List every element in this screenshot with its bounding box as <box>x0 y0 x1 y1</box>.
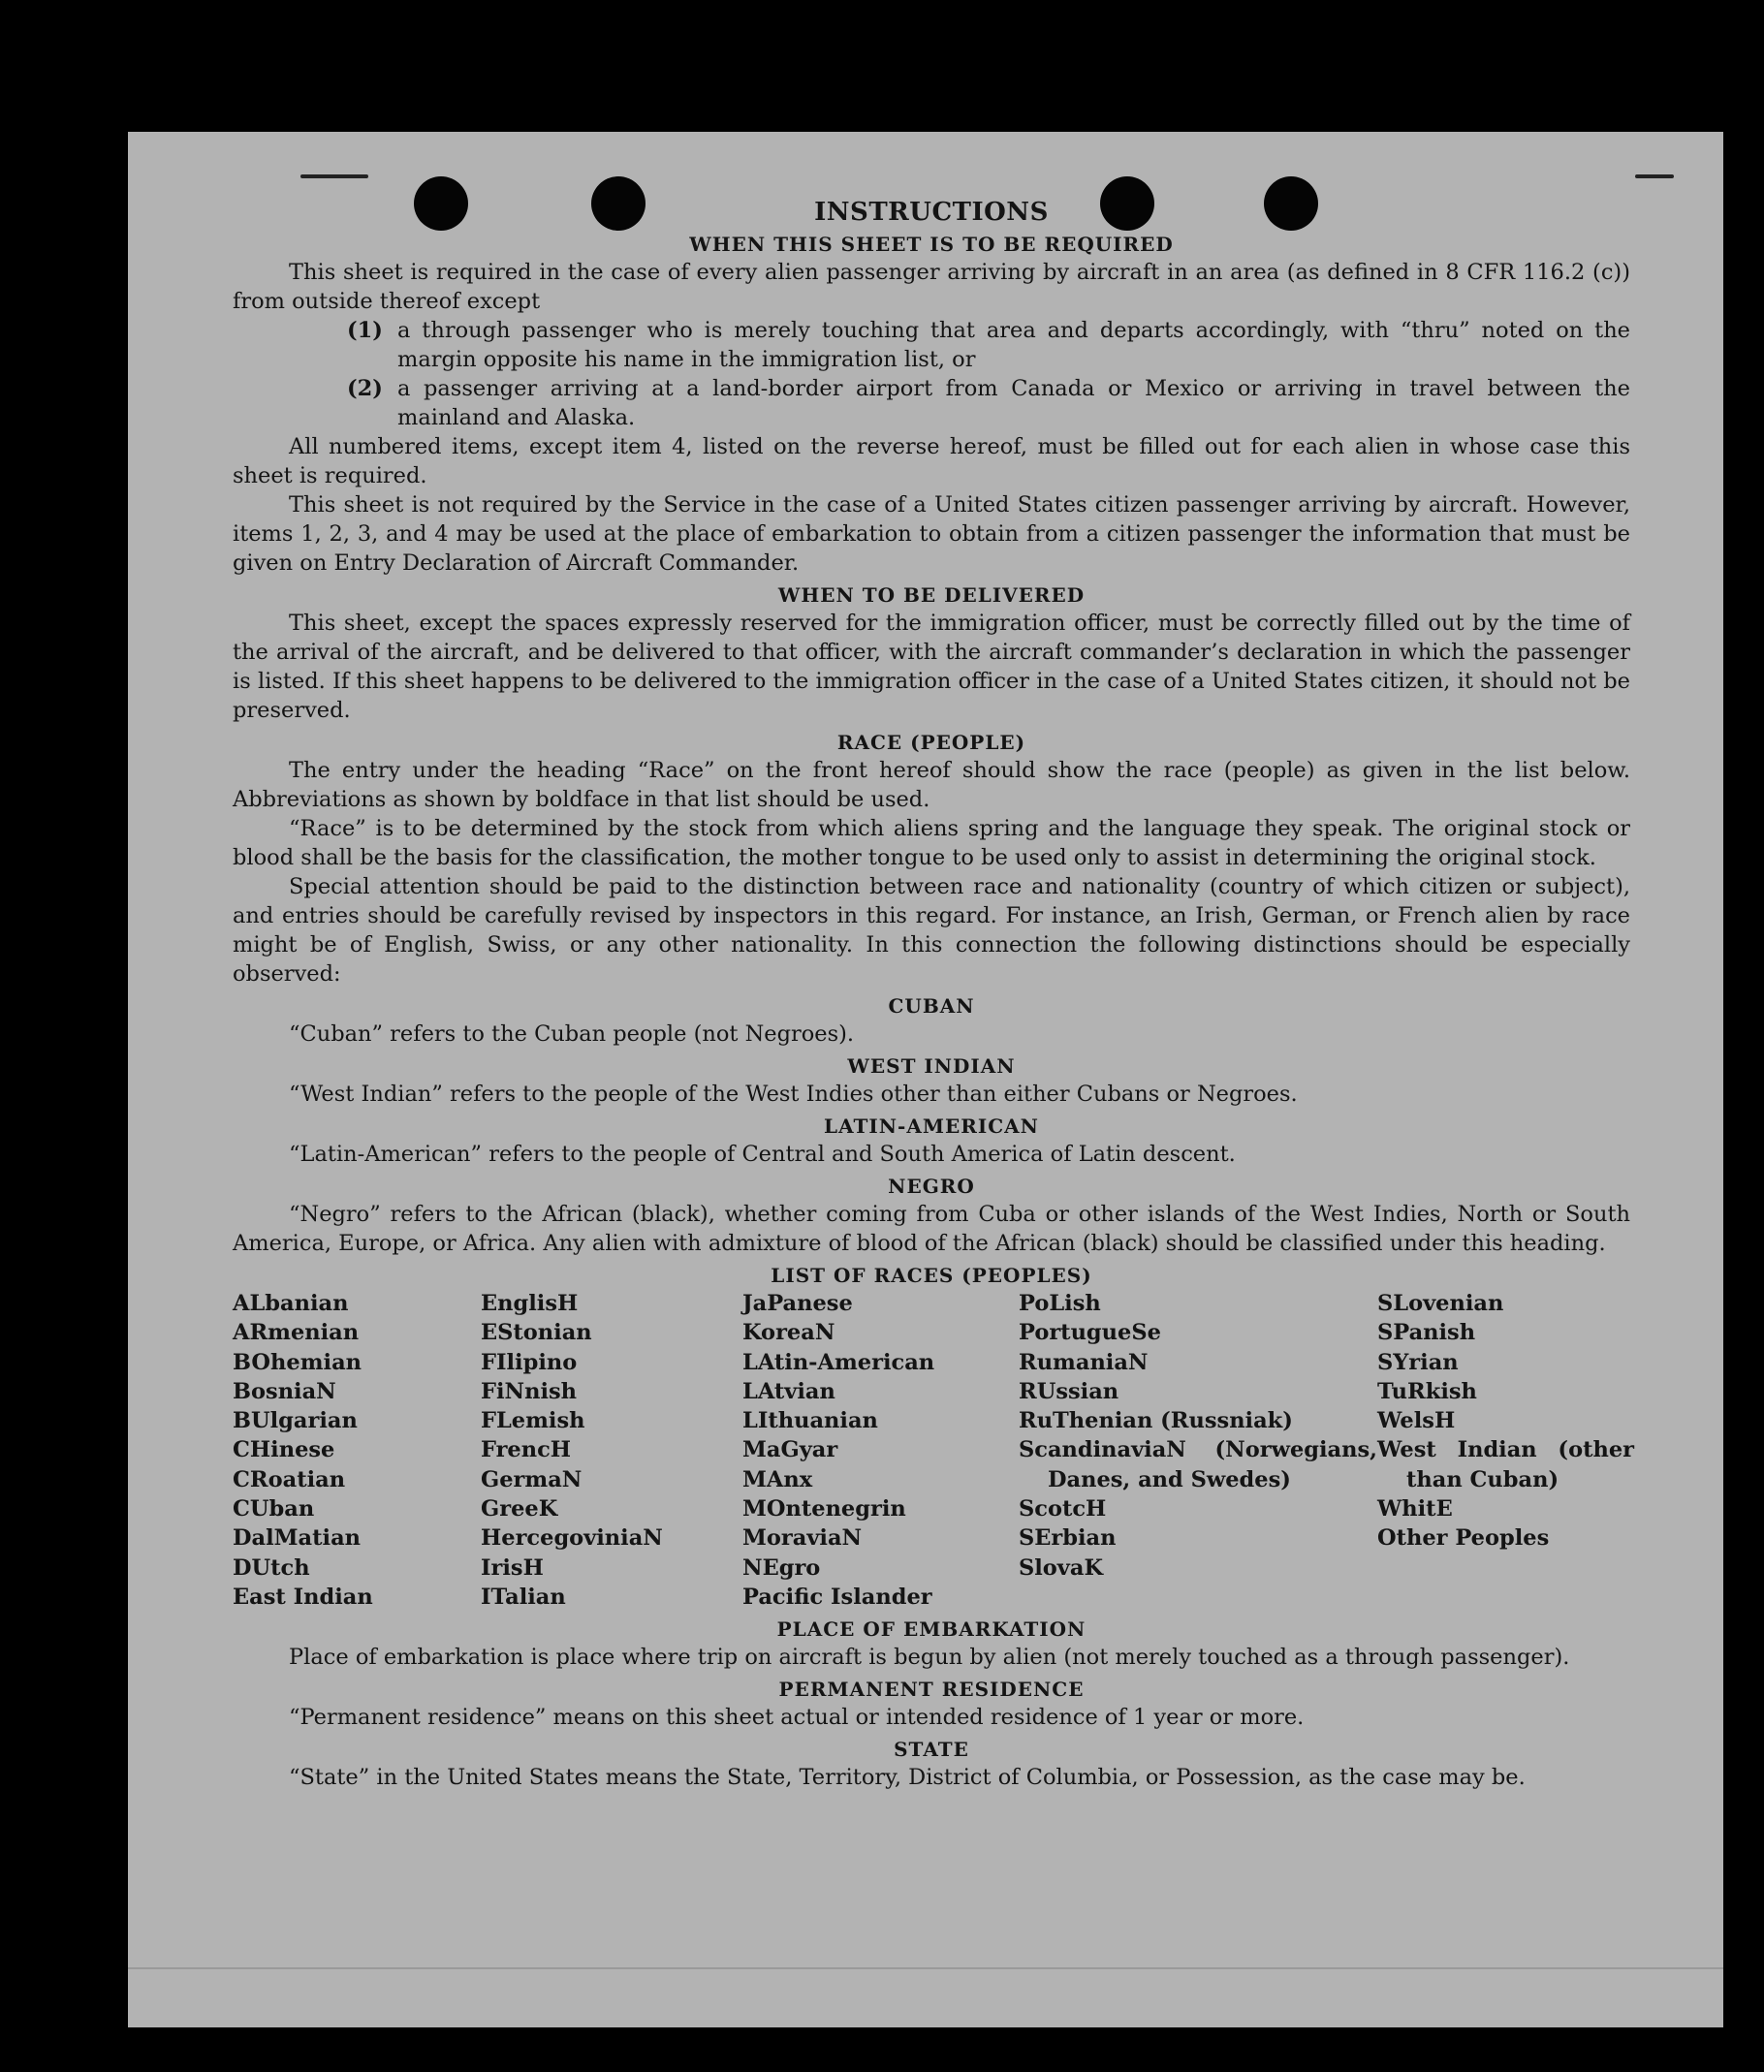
race-entry: SYrian <box>1377 1349 1459 1375</box>
paragraph-cuban: “Cuban” refers to the Cuban people (not Negroes). <box>289 1021 855 1047</box>
paragraph-latin-american: “Latin-American” refers to the people of Central and South America of Latin descent. <box>289 1142 1236 1167</box>
paragraph-race-1: The entry under the heading “Race” on the front hereof should show the race (people) as given in the list below. Abbreviations as shown by boldface in that list should be used. <box>233 758 1630 812</box>
races-column-2 <box>481 1289 742 1612</box>
paragraph-race-2: “Race” is to be determined by the stock from which aliens spring and the language they speak. The original stock or blood shall be the basis for the classification, the mother tongue to be used only to assist in determining the original stock. <box>233 816 1630 870</box>
race-entry: IrisH <box>481 1554 544 1581</box>
heading-list-of-races: LIST OF RACES (PEOPLES) <box>771 1264 1092 1287</box>
paragraph-permanent-residence: “Permanent residence” means on this sheet actual or intended residence of 1 year or more. <box>289 1705 1305 1731</box>
race-entry: BUlgarian <box>233 1408 358 1434</box>
race-entry: TuRkish <box>1377 1378 1477 1404</box>
race-entry: SLovenian <box>1377 1291 1504 1316</box>
race-entry: Other Peoples <box>1377 1525 1550 1552</box>
races-column-4 <box>1019 1289 1377 1612</box>
paragraph-when-delivered: This sheet, except the spaces expressly reserved for the immigration officer, must be correctly filled out by the time of the arrival of the aircraft, and be delivered to that officer, with the aircraft commander’s declaration in which the passenger is listed. If this sheet happens to be delivered to the immigration officer in the case of a United States citizen, it should not be preserved. <box>233 611 1630 723</box>
race-entry: PortugueSe <box>1019 1320 1161 1346</box>
paragraph-race-3: Special attention should be paid to the distinction between race and nationality (country of which citizen or subject), and entries should be carefully revised by inspectors in this regard. For instance, an Irish, German, or French alien by race might be of English, Swiss, or any other nationality. In this connection the following distinctions should be especially observed: <box>233 874 1630 987</box>
heading-embarkation: PLACE OF EMBARKATION <box>776 1617 1087 1642</box>
race-entry: EnglisH <box>481 1291 579 1316</box>
paragraph-state: “State” in the United States means the State, Territory, District of Columbia, or Possession, as the case may be. <box>289 1765 1526 1791</box>
scan-mark <box>300 174 368 178</box>
race-entry: FrencH <box>481 1437 572 1463</box>
race-entry: West Indian (other than Cuban) <box>1377 1437 1634 1492</box>
race-entry: SPanish <box>1377 1320 1476 1346</box>
race-entry: FLemish <box>481 1408 585 1434</box>
exception-text: a through passenger who is merely touching that area and departs accordingly, with “thru” noted on the margin opposite his name in the immigration list, or <box>397 318 1630 372</box>
race-entry: LAtvian <box>742 1378 835 1404</box>
race-entry: PoLish <box>1019 1291 1101 1316</box>
races-column-1 <box>233 1289 481 1612</box>
race-entry: ScotcH <box>1019 1496 1107 1523</box>
race-entry: BosniaN <box>233 1378 336 1404</box>
bleed-through-line <box>128 1967 1723 1969</box>
heading-state: STATE <box>894 1738 969 1762</box>
heading-race: RACE (PEOPLE) <box>836 731 1026 754</box>
exception-item <box>233 374 1630 432</box>
paragraph-numbered-items: All numbered items, except item 4, listed on the reverse hereof, must be filled out for each alien in whose case this sheet is required. <box>233 434 1630 488</box>
paragraph-embarkation: Place of embarkation is place where trip on aircraft is begun by alien (not merely touched as a through passenger). <box>289 1645 1570 1671</box>
punch-hole <box>591 176 646 231</box>
race-entry: GreeK <box>481 1496 558 1523</box>
race-entry: SErbian <box>1019 1525 1117 1552</box>
race-entry: ARmenian <box>233 1320 360 1346</box>
race-entry: FiNnish <box>481 1378 578 1404</box>
races-list <box>233 1289 1634 1612</box>
heading-when-delivered: WHEN TO BE DELIVERED <box>777 583 1086 607</box>
race-entry: MAnx <box>742 1466 813 1492</box>
race-entry: WelsH <box>1377 1408 1456 1434</box>
race-entry: RUssian <box>1019 1378 1119 1404</box>
document-sheet <box>128 132 1723 2027</box>
paragraph-when-required-intro: This sheet is required in the case of every alien passenger arriving by aircraft in an area (as defined in 8 CFR 116.2 (c)) from outside thereof except <box>233 260 1630 314</box>
race-entry: WhitE <box>1377 1496 1453 1523</box>
heading-west-indian: WEST INDIAN <box>847 1054 1016 1078</box>
race-entry: ITalian <box>481 1584 566 1610</box>
paragraph-citizen-passenger: This sheet is not required by the Service in the case of a United States citizen passenger arriving by aircraft. However, items 1, 2, 3, and 4 may be used at the place of embarkation to obtain from a citizen passenger the information that must be given on Entry Declaration of Aircraft Commander. <box>233 492 1630 576</box>
races-column-5 <box>1377 1289 1634 1612</box>
paragraph-negro: “Negro” refers to the African (black), whether coming from Cuba or other islands of the West Indies, North or South America, Europe, or Africa. Any alien with admixture of blood of the African (black) should be classified under this heading. <box>233 1202 1630 1256</box>
heading-when-required: WHEN THIS SHEET IS TO BE REQUIRED <box>689 233 1174 256</box>
race-entry: DalMatian <box>233 1525 362 1552</box>
exception-number: (1) <box>347 318 383 343</box>
race-entry: MaGyar <box>742 1437 838 1463</box>
race-entry: NEgro <box>742 1554 821 1581</box>
exception-text: a passenger arriving at a land-border airport from Canada or Mexico or arriving in travel between the mainland and Alaska. <box>397 376 1630 430</box>
heading-latin-american: LATIN-AMERICAN <box>824 1114 1039 1138</box>
race-entry: LIthuanian <box>742 1408 878 1434</box>
punch-hole <box>414 176 468 231</box>
heading-permanent-residence: PERMANENT RESIDENCE <box>778 1678 1085 1702</box>
race-entry: CUban <box>233 1496 315 1523</box>
paragraph-west-indian: “West Indian” refers to the people of the West Indies other than either Cubans or Negroes. <box>289 1082 1298 1107</box>
scan-mark <box>1635 174 1674 178</box>
race-entry: CRoatian <box>233 1466 346 1492</box>
race-entry: SlovaK <box>1019 1554 1104 1581</box>
exception-item <box>233 316 1630 374</box>
heading-negro: NEGRO <box>888 1175 975 1198</box>
race-entry: HercegoviniaN <box>481 1525 663 1552</box>
race-entry: EStonian <box>481 1320 592 1346</box>
exception-number: (2) <box>347 376 383 401</box>
race-entry: BOhemian <box>233 1349 362 1375</box>
race-entry: CHinese <box>233 1437 335 1463</box>
race-entry: East Indian <box>233 1584 373 1610</box>
race-entry: RumaniaN <box>1019 1349 1149 1375</box>
races-column-3 <box>742 1289 1019 1612</box>
race-entry: MoraviaN <box>742 1525 863 1552</box>
race-entry: Pacific Islander <box>742 1584 932 1610</box>
race-entry: RuThenian (Russniak) <box>1019 1408 1293 1434</box>
race-entry: LAtin-American <box>742 1349 935 1375</box>
race-entry: DUtch <box>233 1554 310 1581</box>
punch-hole <box>1100 176 1154 231</box>
punch-hole <box>1264 176 1318 231</box>
race-entry: ALbanian <box>233 1291 349 1316</box>
race-entry: KoreaN <box>742 1320 835 1346</box>
page-title: INSTRUCTIONS <box>814 198 1049 227</box>
race-entry: GermaN <box>481 1466 583 1492</box>
race-entry: MOntenegrin <box>742 1496 906 1523</box>
heading-cuban: CUBAN <box>888 994 975 1018</box>
race-entry: JaPanese <box>742 1291 853 1316</box>
race-entry: ScandinaviaN (Norwegians, Danes, and Swedes) <box>1019 1437 1377 1492</box>
race-entry: FIlipino <box>481 1349 578 1375</box>
